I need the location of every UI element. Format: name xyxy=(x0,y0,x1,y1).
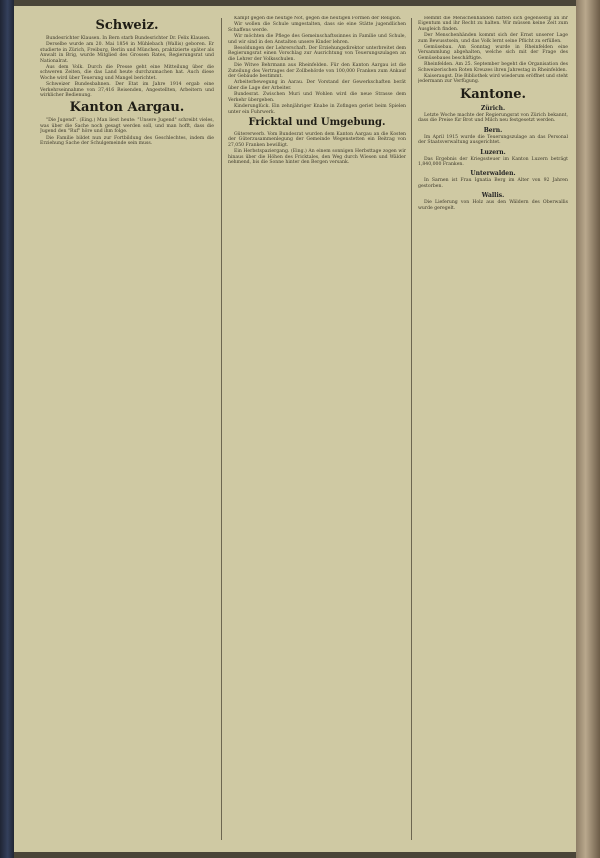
article-paragraph: Besoldungen der Lehrerschaft. Der Erziehungsdirektor unterbreitet dem Regierungsrat einen Vorschlag zur Ausrichtung von Teuerungszulagen an die Lehrer der Volksschulen. xyxy=(228,46,406,62)
article-paragraph: Gütererwerb. Vom Bundesrat wurden dem Kanton Aargau an die Kosten der Güterzusammenlegung der Gemeinde Wegenstetten ein Beitrag von 27,050 Franken bewilligt. xyxy=(228,131,406,148)
article-paragraph: Ein Herbstspaziergang. (Eing.) An einem sonnigen Herbsttage zogen wir hinaus über die Höhen des Fricktales, den Weg durch Wiesen und Wälder nehmend, bis die Sonne hinter den Bergen versank. xyxy=(228,149,406,165)
article-paragraph: Wir wollen die Schule umgestalten, dass sie eine Stätte jugendlichen Schaffens werde. xyxy=(228,22,406,33)
subheading-unterwalden: Unterwalden. xyxy=(470,170,516,178)
article-paragraph: Kaiseraugst. Die Bibliothek wird wiederum eröffnet und steht jedermann zur Verfügung. xyxy=(418,74,568,85)
article-paragraph: Die Witwe Behrmann aus Rheinfelden. Für den Kanton Aargau ist die Zuteilung des Vertrages der Zollbehörde von 100,000 Franken zum Ankauf der Gebäude bestimmt. xyxy=(228,63,406,80)
article-paragraph: Im April 1915 wurde die Teuerungszulage an das Personal der Staatsverwaltung ausgerichtet. xyxy=(418,134,568,146)
article-paragraph: Hemmt die Menschenhänden hätten sich gegenseitig an ihr Eigentum und ihr Recht zu halten. Wir müssen keine Zeit zum Ausgleich finden. xyxy=(418,16,568,32)
article-paragraph: Das Ergebnis der Kriegssteuer im Kanton Luzern beträgt 1,840,000 Franken. xyxy=(418,156,568,167)
column-2 xyxy=(228,16,406,842)
subheading-luzern: Luzern. xyxy=(480,148,506,156)
article-paragraph: Bundesrat. Zwischen Muri und Wohlen wird die neue Strasse dem Verkehr übergeben. xyxy=(228,92,406,103)
article-paragraph: Derselbe wurde am 20. Mai 1854 in Mühlebach (Wallis) geboren. Er studierte in Zürich, Freiburg, Berlin und München, praktizierte später als Anwalt in Brig, wurde Mitglied des Grossen Rates, Regierungsrat und Nationalrat. xyxy=(40,42,214,64)
section-heading-fricktal: Fricktal und Umgebung. xyxy=(248,116,386,128)
article-paragraph: Die Lieferung von Holz aus den Wäldern des Oberwallis wurde geregelt. xyxy=(418,200,568,211)
article-paragraph: Wir möchten die Pflege des Gemeinschaftssinnes in Familie und Schule, und wir sind in den Anstalten unsere Kinder lehren. xyxy=(228,34,406,45)
article-paragraph: Aus dem Volk. Durch die Presse geht eine Mitteilung über die schweren Zeiten, die das Land heute durchzumachen hat. Auch diese Woche wird über Teuerung und Mangel berichtet. xyxy=(40,65,214,81)
article-paragraph: Arbeiterbewegung in Aarau. Der Vorstand der Gewerkschaften berät über die Lage der Arbeiter. xyxy=(228,80,406,91)
article-paragraph: In Sarnen ist Frau Ignatia Berg im Alter von 92 Jahren gestorben. xyxy=(418,178,568,189)
newspaper-page xyxy=(14,6,576,852)
subheading-zuerich: Zürich. xyxy=(480,104,506,112)
article-paragraph: Kampf gegen die heutige Not, gegen die heutigen Formen der Religion. xyxy=(234,16,402,21)
column-3 xyxy=(418,16,568,842)
page-edges xyxy=(576,0,600,858)
column-rule xyxy=(411,18,412,840)
subheading-bern: Bern. xyxy=(483,126,503,134)
article-paragraph: Bundesrichter Klausen. In Bern starb Bundesrichter Dr. Felix Klausen. xyxy=(46,36,211,41)
subheading-wallis: Wallis. xyxy=(481,192,505,200)
column-1 xyxy=(40,16,214,842)
section-heading-schweiz: Schweiz. xyxy=(95,18,159,33)
section-heading-kantone: Kantone. xyxy=(459,86,527,102)
section-heading-aargau: Kanton Aargau. xyxy=(69,100,185,116)
book-spine xyxy=(0,0,14,858)
article-paragraph: Schweizer Bundesbahnen. Der Etat im Jahre 1914 ergab eine Verkehrseinnahme von 37,416 Reisenden, Angestellten, Arbeitern und wirklicher Bedienung. xyxy=(40,82,214,99)
article-paragraph: Gemüsebau. Am Sonntag wurde in Rheinfelden eine Versammlung abgehalten, welche sich mit der Frage des Gemüsebaues beschäftigte. xyxy=(418,45,568,61)
article-paragraph: "Die Jugend". (Eing.) Man liest heute: "Unsere Jugend" schreibt vieles, was über die Sache noch gesagt werden soll, und man hofft, dass die Jugend den "Ruf" höre und ihm folge. xyxy=(40,118,214,135)
article-paragraph: Rheinfelden. Am 25. September begeht die Organisation des Schweizerischen Roten Kreuzes ihren Jahrestag in Rheinfelden. xyxy=(418,62,568,73)
article-paragraph: Die Familie bildet nun zur Fortbildung des Geschlechtes, indem die Erziehung Sache der Schulgemeinde sein muss. xyxy=(40,135,214,147)
column-rule xyxy=(221,18,222,840)
article-paragraph: Der Menschenhänden kommt sich der Ernst unserer Lage zum Bewusstsein, und das Volk lernt seine Pflicht zu erfüllen. xyxy=(418,33,568,44)
article-paragraph: Letzte Woche machte der Regierungsrat von Zürich bekannt, dass die Preise für Brot und Milch neu festgesetzt werden. xyxy=(418,112,568,124)
article-paragraph: Kinderunglück. Ein zehnjähriger Knabe in Zofingen geriet beim Spielen unter ein Fuhrwerk. xyxy=(228,104,406,115)
